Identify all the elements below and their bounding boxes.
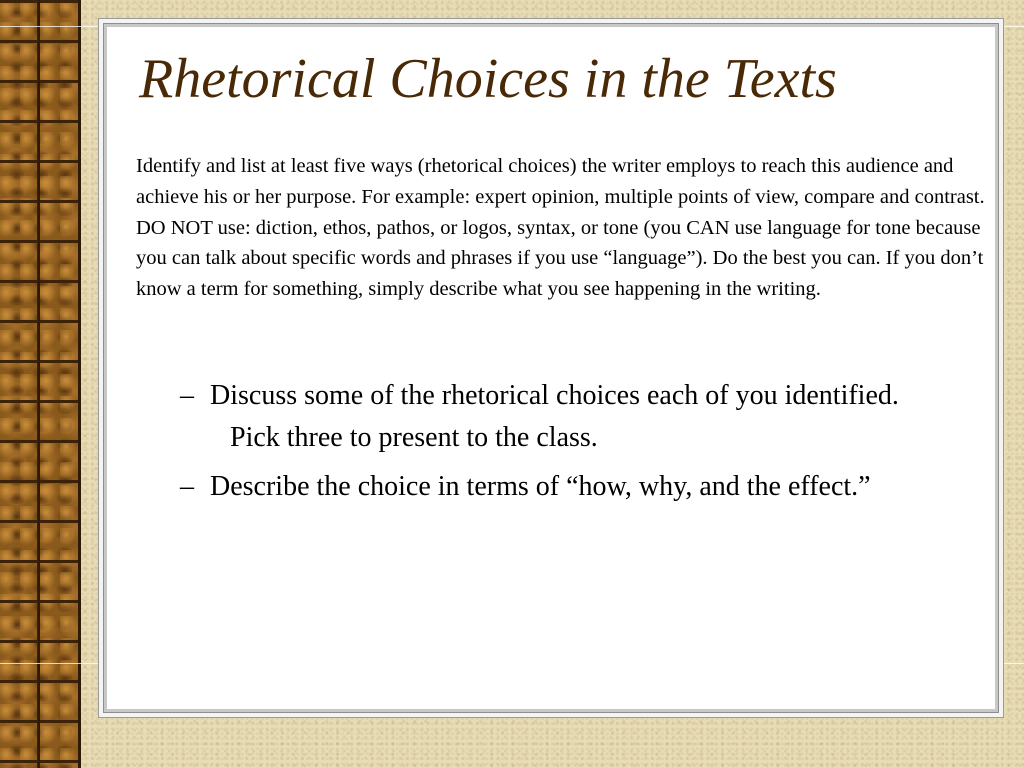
dash-bullet-marker: – — [180, 471, 194, 502]
decorative-tile-band — [0, 0, 81, 768]
bullet-text: Describe the choice in terms of “how, why, and the effect.” — [210, 471, 871, 502]
slide-content-area — [104, 24, 998, 712]
bullet-item-describe — [180, 466, 940, 508]
slide-title: Rhetorical Choices in the Texts — [139, 48, 837, 110]
slide-frame — [98, 18, 1004, 718]
dash-bullet-marker: – — [180, 380, 194, 411]
bullet-item-discuss — [180, 375, 940, 459]
bullet-text: Discuss some of the rhetorical choices each of you identified. Pick three to present to the class. — [210, 380, 899, 453]
bullet-list — [180, 375, 940, 515]
instructions-paragraph: Identify and list at least five ways (rhetorical choices) the writer employs to reach this audience and achieve his or her purpose. For example: expert opinion, multiple points of view, compare and contrast. DO NOT use: diction, ethos, pathos, or logos, syntax, or tone (you CAN use language for tone because you can talk about specific words and phrases if you use “language”). Do the best you can. If you don’t know a term for something, simply describe what you see happening in the writing. — [136, 155, 985, 301]
